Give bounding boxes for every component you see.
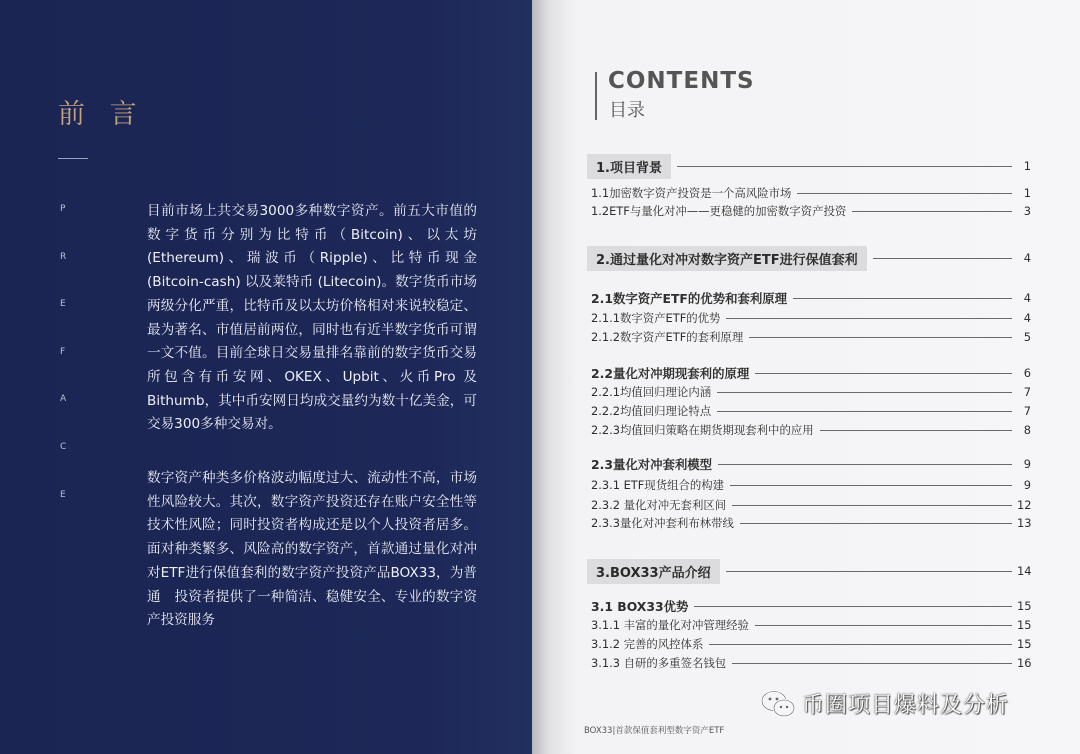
- toc-section[interactable]: [587, 154, 1031, 178]
- toc-page-number: 1: [1023, 159, 1031, 173]
- contents-title: CONTENTS: [608, 68, 755, 94]
- toc-entry-label: 2.1.1数字资产ETF的优势: [591, 311, 721, 325]
- toc-entry-label: 2.2量化对冲期现套利的原理: [591, 366, 750, 381]
- contents-subtitle: 目录: [609, 100, 645, 121]
- toc-section[interactable]: [587, 246, 1031, 270]
- toc-entry-label: 2.2.1均值回归理论内涵: [591, 385, 712, 399]
- wechat-icon: [760, 689, 796, 719]
- preface-letter: E: [60, 299, 66, 310]
- toc-entry-label: 3.1.2 完善的风控体系: [591, 637, 704, 651]
- toc-leader-line: [730, 485, 1012, 486]
- toc-entry[interactable]: [591, 653, 1031, 673]
- toc-page-number: 13: [1017, 516, 1032, 530]
- toc-entry[interactable]: [591, 327, 1031, 347]
- toc-leader-line: [755, 373, 1012, 374]
- toc-page-number: 4: [1023, 251, 1031, 265]
- toc-entry[interactable]: [591, 308, 1031, 328]
- toc-leader-line: [726, 571, 1012, 572]
- toc-page-number: 15: [1017, 618, 1032, 632]
- toc-page-number: 1: [1023, 186, 1031, 200]
- toc-entry-label: 3.1.3 自研的多重签名钱包: [591, 656, 727, 670]
- toc-leader-line: [717, 411, 1012, 412]
- toc-page-number: 4: [1023, 291, 1031, 305]
- toc-entry-label: 3.1.1 丰富的量化对冲管理经验: [591, 618, 749, 632]
- toc-entry[interactable]: [591, 513, 1031, 533]
- toc-entry-label: 1.1加密数字资产投资是一个高风险市场: [591, 186, 792, 200]
- toc-entry-label: 2.2.2均值回归理论特点: [591, 404, 712, 418]
- toc-entry-label: 2.3.2 量化对冲无套利区间: [591, 498, 727, 512]
- toc-page-number: 4: [1023, 311, 1031, 325]
- toc-leader-line: [749, 337, 1012, 338]
- toc-leader-line: [740, 523, 1012, 524]
- contents-accent-bar: [595, 72, 597, 120]
- toc-leader-line: [873, 258, 1012, 259]
- preface-letter: F: [60, 346, 66, 357]
- title-divider: [58, 158, 88, 159]
- toc-page-number: 7: [1023, 404, 1031, 418]
- preface-letter: P: [60, 204, 66, 214]
- toc-entry-label: 2.通过量化对冲对数字资产ETF进行保值套利: [587, 246, 867, 271]
- toc-entry-label: 1.项目背景: [587, 154, 671, 179]
- toc-page-number: 16: [1017, 656, 1032, 670]
- toc-page-number: 15: [1017, 599, 1032, 613]
- toc-entry-label: 1.2ETF与量化对冲——更稳健的加密数字资产投资: [591, 204, 847, 218]
- toc-leader-line: [694, 606, 1012, 607]
- toc-page-number: 9: [1023, 478, 1031, 492]
- preface-page: [0, 0, 532, 754]
- toc-entry[interactable]: [591, 183, 1031, 203]
- preface-letter: C: [60, 441, 67, 452]
- preface-paragraph-2: 数字资产种类多价格波动幅度过大、流动性不高，市场性风险较大。其次，数字资产投资还存在账户安全性等技术性风险；同时投资者构成还是以个人投资者居多。面对种类繁多、风险高的数字资产，首款通过量化对冲对ETF进行保值套利的数字资产投资产品BOX33，为普通 投资者提供了一种简洁、稳健安全、专业的数字资产投资服务: [147, 470, 477, 629]
- toc-leader-line: [732, 505, 1012, 506]
- preface-letter: A: [60, 394, 67, 405]
- preface-vertical-letters: [60, 204, 72, 537]
- toc-leader-line: [755, 625, 1012, 626]
- toc-entry-label: 2.3.3量化对冲套利布林带线: [591, 516, 734, 530]
- toc-page-number: 9: [1023, 457, 1031, 471]
- toc-page-number: 15: [1017, 637, 1032, 651]
- toc-page-number: 3: [1023, 204, 1031, 218]
- toc-entry[interactable]: [591, 420, 1031, 440]
- toc-page-number: 12: [1017, 498, 1032, 512]
- toc-entry[interactable]: [591, 634, 1031, 654]
- toc-entry-label: 2.3.1 ETF现货组合的构建: [591, 478, 725, 492]
- toc-page-number: 5: [1023, 330, 1031, 344]
- toc-entry-label: 3.BOX33产品介绍: [587, 559, 720, 584]
- watermark: [760, 688, 1009, 719]
- toc-entry[interactable]: [591, 201, 1031, 221]
- toc-page-number: 7: [1023, 385, 1031, 399]
- toc-entry[interactable]: [591, 596, 1031, 616]
- toc-page-number: 8: [1023, 423, 1031, 437]
- toc-leader-line: [732, 663, 1012, 664]
- toc-leader-line: [852, 211, 1012, 212]
- toc-leader-line: [718, 464, 1012, 465]
- toc-entry[interactable]: [591, 288, 1031, 308]
- toc-entry[interactable]: [591, 401, 1031, 421]
- preface-title: 前 言: [58, 99, 145, 130]
- toc-page-number: 14: [1017, 564, 1032, 578]
- preface-paragraph-1: 目前市场上共交易3000多种数字资产。前五大市值的数字货币分别为比特币（Bitcoin)、以太坊(Ethereum)、瑞波币（Ripple)、比特币现金(Bitcoin-cash) 以及莱特币 (Litecoin)。数字货币市场两级分化严重，比特币及以太坊价格相对来说较稳定、最为著名、市值居前两位，同时也有近半数字货币可谓一文不值。目前全球日交易量排名靠前的数字货币交易所包含有币安网、OKEX、Upbit、火币Pro 及 Bithumb，其中币安网日均成交量约为数十亿美金，可交易300多种交易对。: [147, 203, 477, 433]
- toc-entry[interactable]: [591, 475, 1031, 495]
- toc-leader-line: [717, 392, 1012, 393]
- toc-leader-line: [726, 318, 1012, 319]
- toc-entry[interactable]: [591, 382, 1031, 402]
- toc-leader-line: [797, 193, 1012, 194]
- toc-entry-label: 2.2.3均值回归策略在期货期现套利中的应用: [591, 423, 814, 437]
- toc-leader-line: [677, 166, 1012, 167]
- toc-entry-label: 3.1 BOX33优势: [591, 599, 689, 614]
- toc-page-number: 6: [1023, 366, 1031, 380]
- toc-entry[interactable]: [591, 495, 1031, 515]
- preface-letter: E: [60, 489, 66, 500]
- toc-entry[interactable]: [591, 454, 1031, 474]
- toc-leader-line: [793, 298, 1012, 299]
- toc-entry[interactable]: [591, 615, 1031, 635]
- preface-letter: R: [60, 251, 67, 262]
- toc-leader-line: [820, 430, 1012, 431]
- toc-section[interactable]: [587, 559, 1031, 583]
- watermark-text: 币圈项目爆料及分析: [802, 693, 1010, 718]
- toc-leader-line: [709, 644, 1012, 645]
- page-footer: BOX33|首款保值套利型数字资产ETF: [584, 726, 725, 736]
- toc-entry-label: 2.3量化对冲套利模型: [591, 457, 713, 472]
- toc-entry-label: 2.1数字资产ETF的优势和套利原理: [591, 291, 788, 306]
- toc-entry[interactable]: [591, 363, 1031, 383]
- toc-entry-label: 2.1.2数字资产ETF的套利原理: [591, 330, 744, 344]
